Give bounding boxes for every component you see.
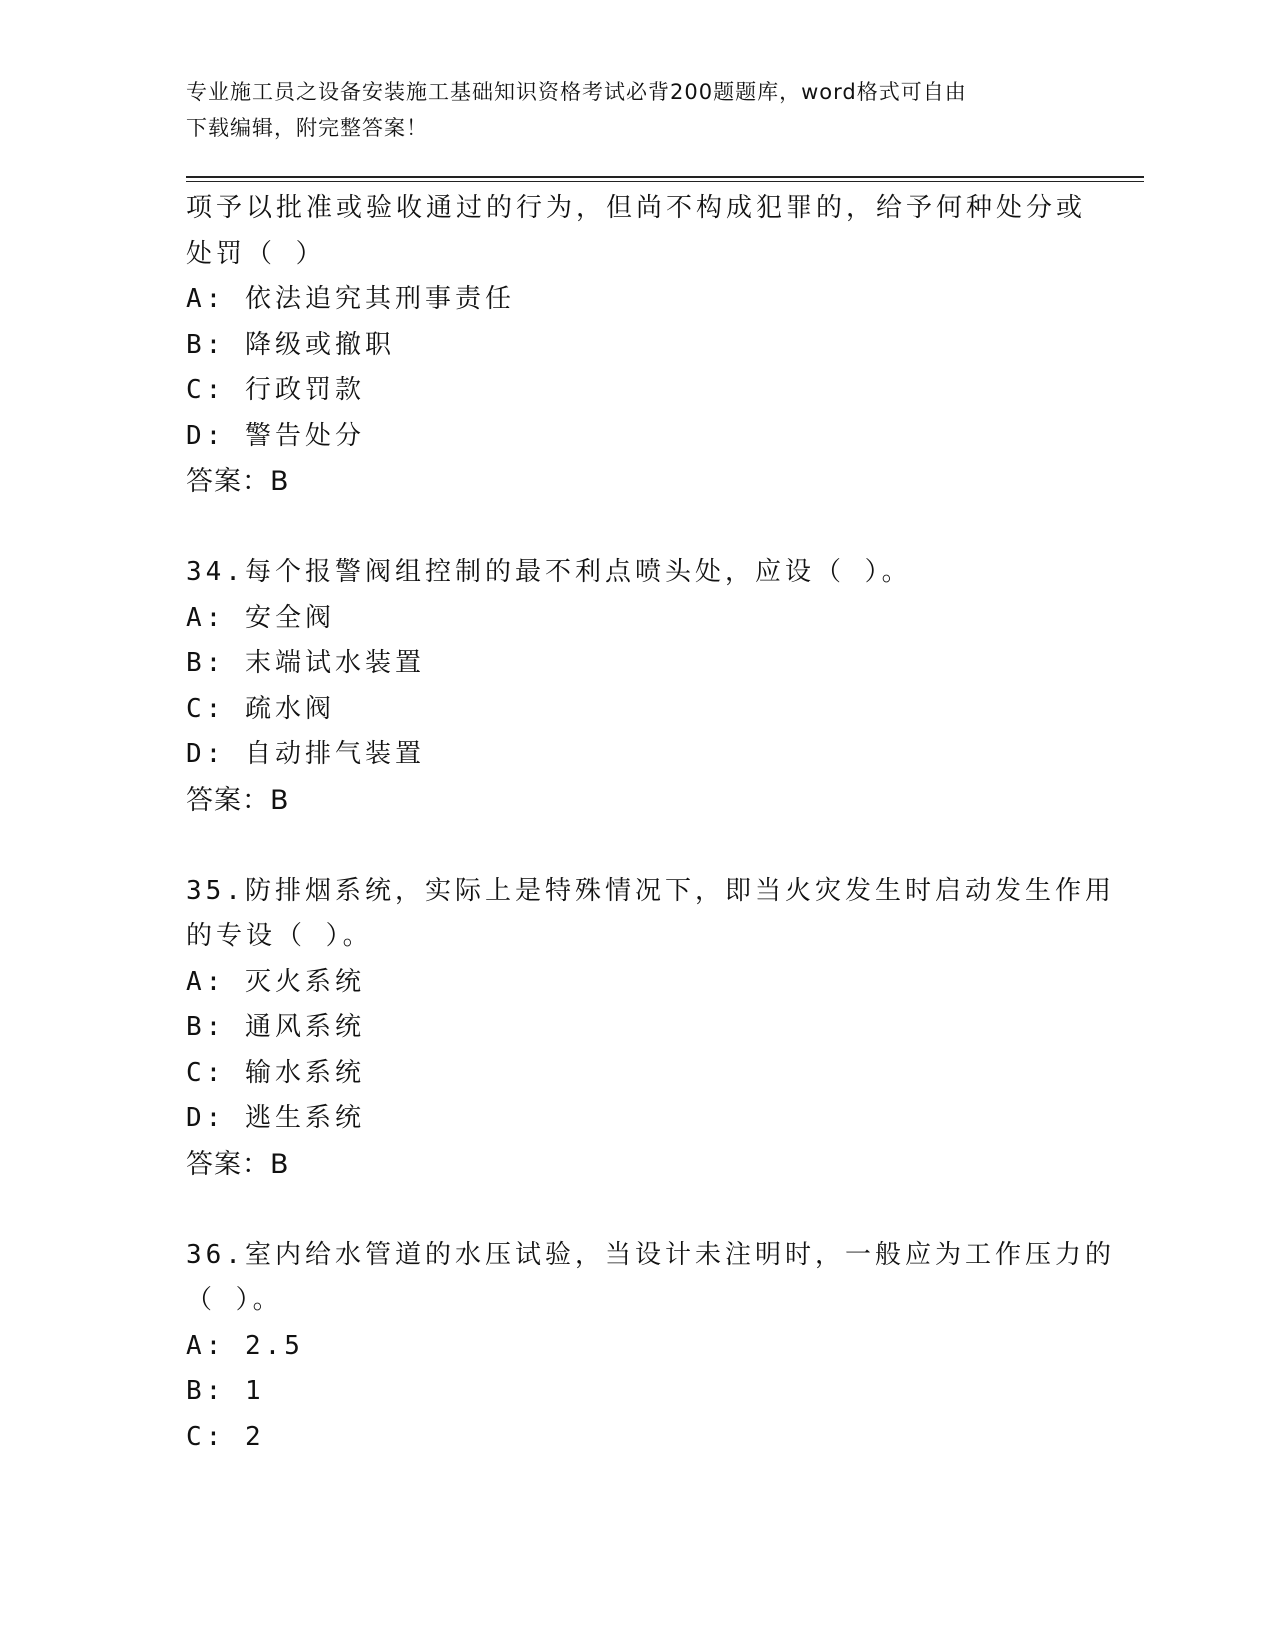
- option-c: C: 2: [186, 1421, 265, 1452]
- header-divider-thick: [186, 176, 1144, 178]
- question-35: [186, 869, 1115, 1188]
- option-d: D: 逃生系统: [186, 1103, 365, 1133]
- spacer: [186, 823, 1086, 869]
- option-d: D: 警告处分: [186, 420, 365, 451]
- spacer: [186, 505, 1086, 551]
- answer: 答案：B: [186, 466, 290, 497]
- option-c: C: 行政罚款: [186, 375, 365, 405]
- option-b: B: 通风系统: [186, 1012, 365, 1042]
- question-list: [186, 186, 1115, 1460]
- header-title-line-2: 下载编辑，附完整答案！: [186, 116, 428, 140]
- question-stem: 36.室内给水管道的水压试验，当设计未注明时，一般应为工作压力的: [186, 1239, 1115, 1270]
- question-stem: 的专设（ ）。: [186, 921, 373, 951]
- option-c: C: 输水系统: [186, 1057, 365, 1088]
- question-33: [186, 186, 1086, 505]
- question-stem: （ ）。: [186, 1285, 283, 1315]
- option-b: B: 末端试水装置: [186, 648, 425, 678]
- document-header: [186, 74, 1066, 146]
- option-c: C: 疏水阀: [186, 693, 335, 724]
- option-b: B: 降级或撤职: [186, 329, 395, 360]
- option-b: B: 1: [186, 1376, 265, 1406]
- answer: 答案：B: [186, 784, 290, 816]
- question-stem: 项予以批准或验收通过的行为，但尚不构成犯罪的，给予何种处分或: [186, 193, 1087, 223]
- question-34: [186, 550, 1086, 823]
- option-a: A: 安全阀: [186, 602, 335, 633]
- option-d: D: 自动排气装置: [186, 739, 425, 769]
- option-a: A: 灭火系统: [186, 966, 365, 997]
- question-stem: 处罚（ ）: [186, 238, 326, 269]
- answer: 答案：B: [186, 1148, 290, 1180]
- header-divider-thin: [186, 181, 1144, 182]
- question-stem: 35.防排烟系统，实际上是特殊情况下，即当火灾发生时启动发生作用: [186, 875, 1115, 906]
- header-title-line-1: 专业施工员之设备安装施工基础知识资格考试必背200题题库，word格式可自由: [186, 80, 967, 104]
- spacer: [186, 1187, 1086, 1233]
- question-36: [186, 1233, 1115, 1461]
- option-a: A: 2.5: [186, 1330, 304, 1361]
- option-a: A: 依法追究其刑事责任: [186, 284, 515, 314]
- question-stem: 34.每个报警阀组控制的最不利点喷头处，应设（ ）。: [186, 557, 912, 587]
